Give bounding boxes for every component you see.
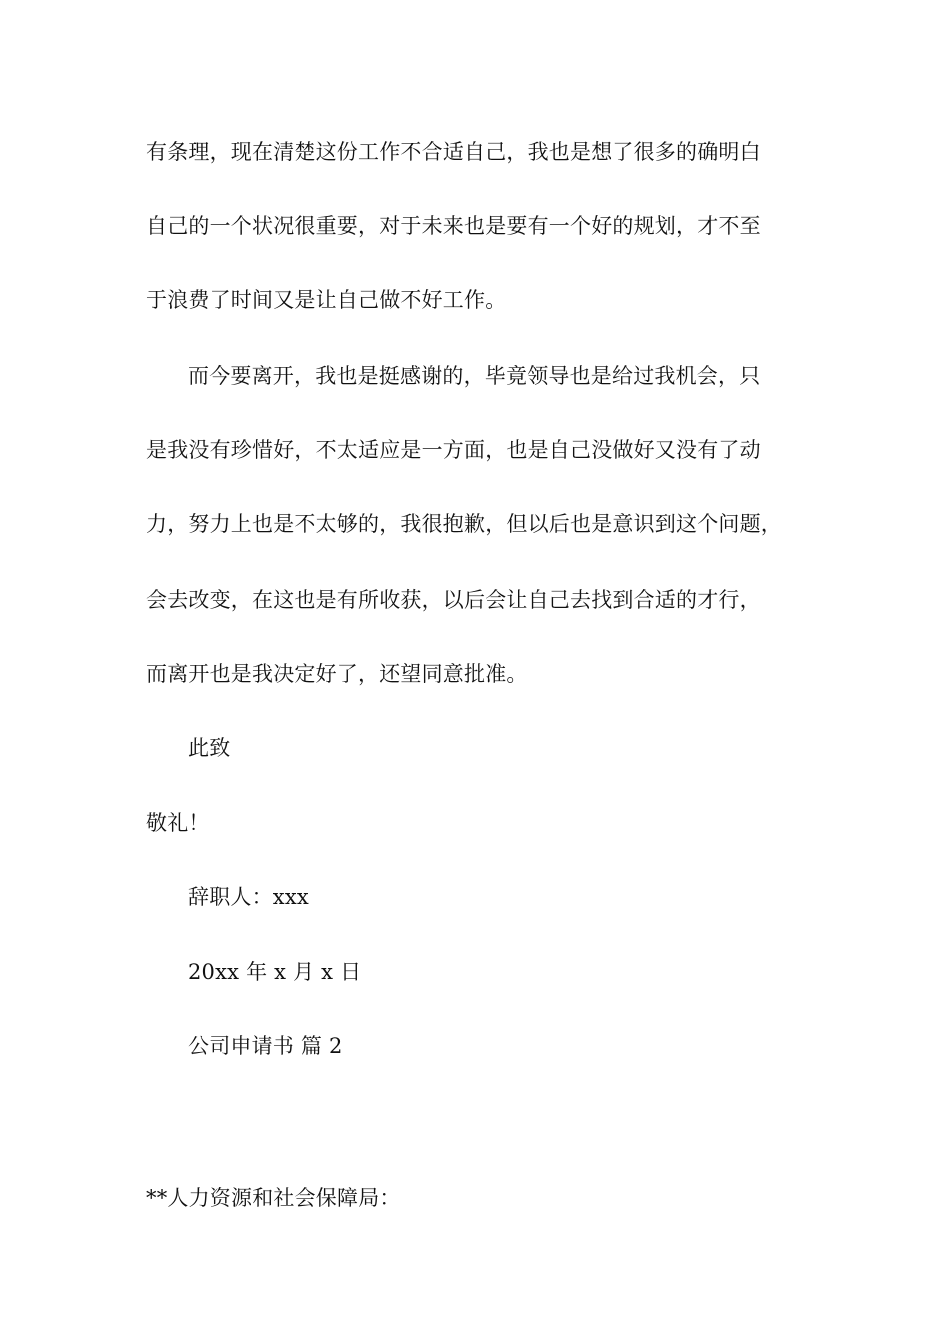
paragraph-line: 力，努力上也是不太够的，我很抱歉，但以后也是意识到这个问题， <box>146 512 782 536</box>
paragraph-line: 是我没有珍惜好，不太适应是一方面，也是自己没做好又没有了动 <box>146 438 761 462</box>
signature-line: 辞职人：xxx <box>188 885 309 909</box>
paragraph-line: 有条理，现在清楚这份工作不合适自己，我也是想了很多的确明白 <box>146 140 761 164</box>
closing-salutation: 此致 <box>188 736 231 760</box>
closing-regards: 敬礼！ <box>146 811 210 835</box>
date-line: 20xx 年 x 月 x 日 <box>188 960 362 984</box>
paragraph-line: 而今要离开，我也是挺感谢的，毕竟领导也是给过我机会，只 <box>188 364 761 388</box>
paragraph-line: 会去改变，在这也是有所收获，以后会让自己去找到合适的才行， <box>146 588 761 612</box>
paragraph-line: 于浪费了时间又是让自己做不好工作。 <box>146 288 507 312</box>
recipient-line: **人力资源和社会保障局： <box>146 1186 401 1210</box>
paragraph-line: 而离开也是我决定好了，还望同意批准。 <box>146 662 528 686</box>
section-heading: 公司申请书 篇 2 <box>188 1034 343 1058</box>
paragraph-line: 自己的一个状况很重要，对于未来也是要有一个好的规划，才不至 <box>146 214 761 238</box>
